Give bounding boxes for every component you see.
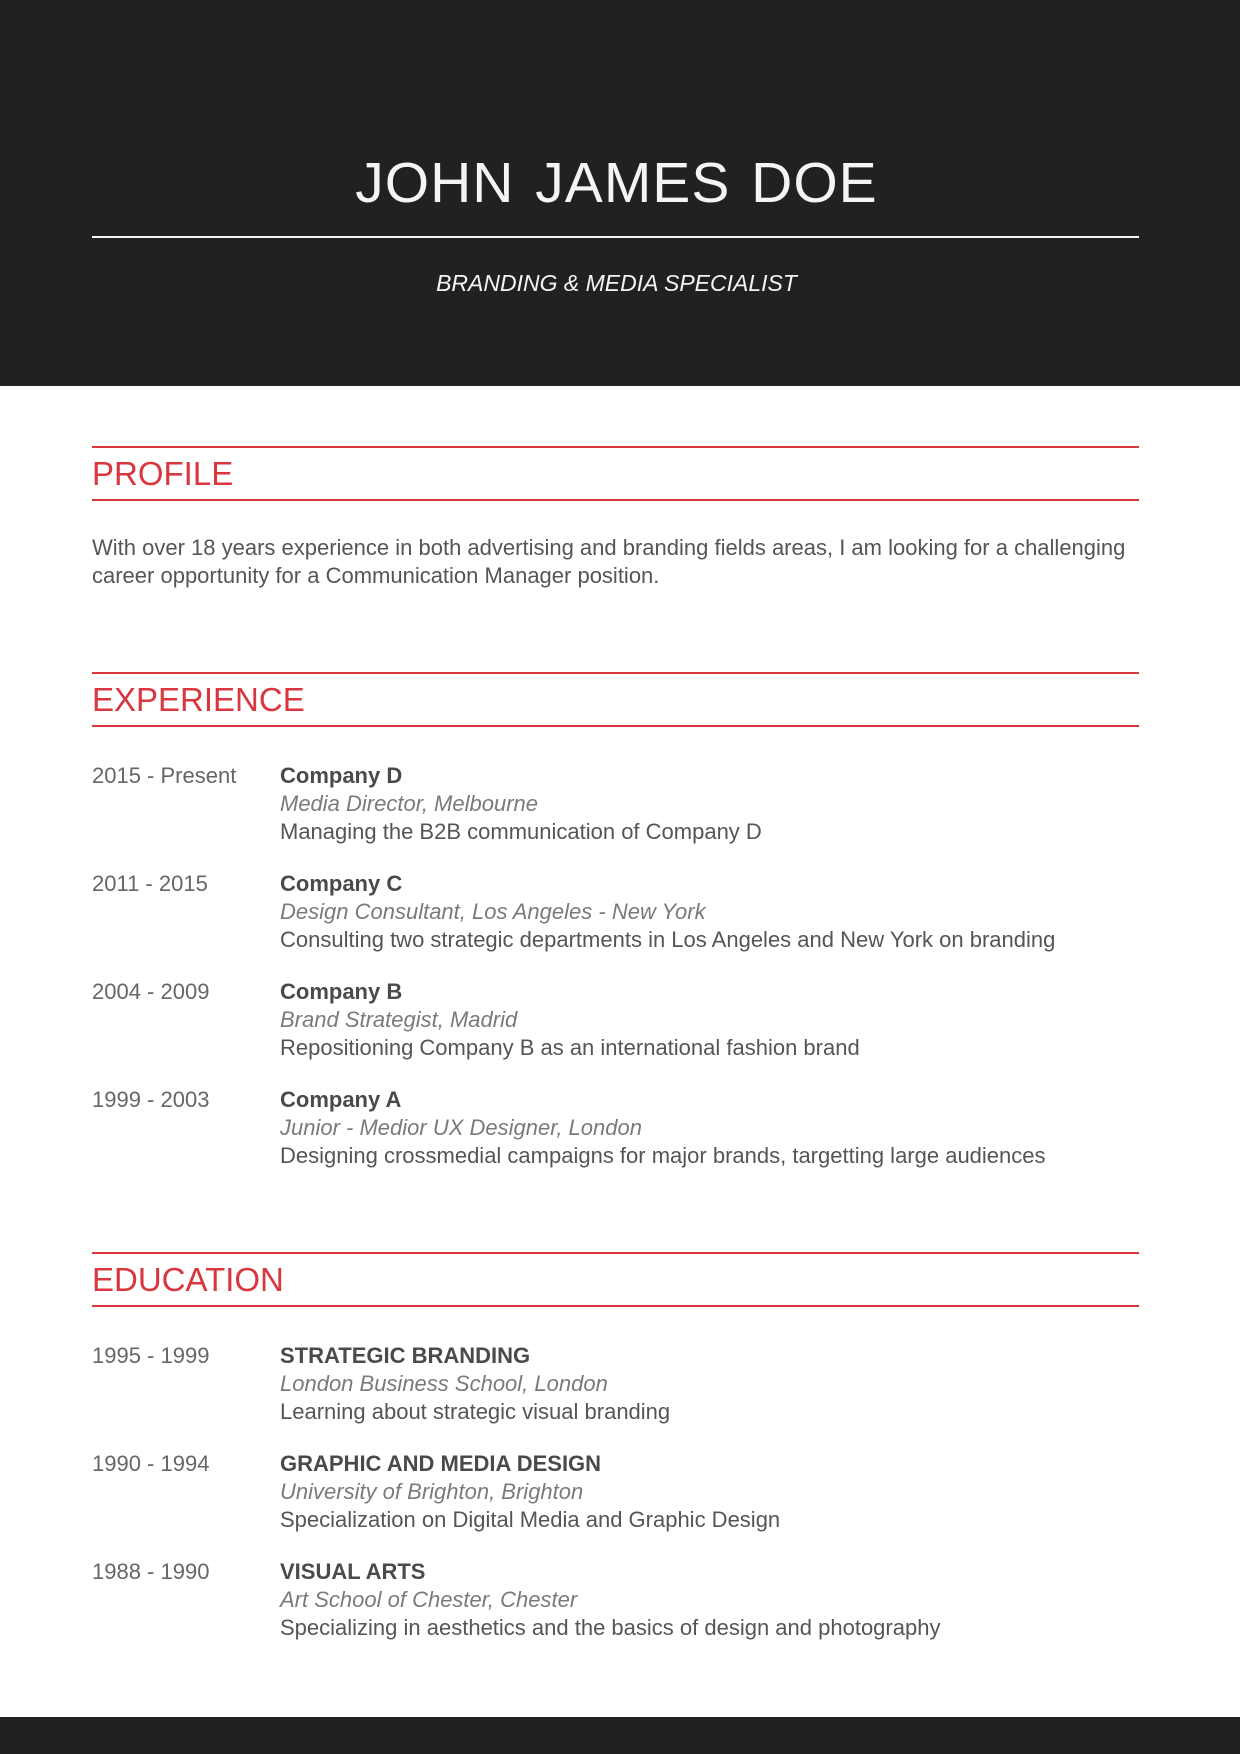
entry-role: Media Director, Melbourne [280,791,539,816]
education-section-header [92,1252,1139,1307]
education-section-title: EDUCATION [92,1261,284,1298]
entry-detail [280,1342,1142,1426]
experience-section-header [92,672,1139,727]
entry-period: 1999 - 2003 [92,1087,210,1112]
experience-section-title: EXPERIENCE [92,681,305,718]
entry-period: 2004 - 2009 [92,979,210,1004]
education-entry [92,1558,1142,1642]
entry-description: Consulting two strategic departments in Los Angeles and New York on branding [280,927,1056,952]
experience-entry [92,1086,1142,1170]
entry-description: Designing crossmedial campaigns for major brands, targetting large audiences [280,1143,1046,1168]
education-entry [92,1450,1142,1534]
job-title: BRANDING & MEDIA SPECIALIST [436,270,797,296]
entry-role: Brand Strategist, Madrid [280,1007,518,1032]
entry-description: Repositioning Company B as an international fashion brand [280,1035,860,1060]
entry-course: GRAPHIC AND MEDIA DESIGN [280,1451,602,1476]
entry-description: Learning about strategic visual branding [280,1399,671,1424]
header-divider [92,236,1139,238]
profile-section-header [92,446,1139,501]
entry-description: Managing the B2B communication of Company D [280,819,762,844]
entry-period: 2011 - 2015 [92,871,208,896]
candidate-name: JOHN JAMES DOE [355,151,878,215]
entry-period: 1995 - 1999 [92,1343,210,1368]
entry-company: Company D [280,763,403,788]
experience-entry [92,870,1142,954]
entry-detail [280,762,1142,846]
entry-description: Specialization on Digital Media and Graphic Design [280,1507,781,1532]
entry-detail [280,1086,1142,1170]
education-entry [92,1342,1142,1426]
entry-course: VISUAL ARTS [280,1559,426,1584]
entry-period: 2015 - Present [92,763,237,788]
profile-section-title: PROFILE [92,455,234,492]
entry-company: Company C [280,871,403,896]
entry-period: 1990 - 1994 [92,1451,210,1476]
entry-detail [280,1450,1142,1534]
entry-company: Company B [280,979,403,1004]
experience-entry [92,762,1142,846]
entry-detail [280,870,1142,954]
entry-period: 1988 - 1990 [92,1559,210,1584]
entry-detail [280,1558,1142,1642]
entry-description: Specializing in aesthetics and the basics of design and photography [280,1615,941,1640]
entry-school: University of Brighton, Brighton [280,1479,584,1504]
entry-school: London Business School, London [280,1371,608,1396]
entry-course: STRATEGIC BRANDING [280,1343,531,1368]
entry-company: Company A [280,1087,402,1112]
entry-school: Art School of Chester, Chester [280,1587,578,1612]
footer-band [0,1717,1240,1754]
experience-entry [92,978,1142,1062]
entry-role: Design Consultant, Los Angeles - New York [280,899,706,924]
entry-role: Junior - Medior UX Designer, London [280,1115,642,1140]
entry-detail [280,978,1142,1062]
header-band [0,0,1240,386]
profile-summary: With over 18 years experience in both advertising and branding fields areas, I am looking for a challenging career opportunity for a Communication Manager position. [92,535,1126,588]
